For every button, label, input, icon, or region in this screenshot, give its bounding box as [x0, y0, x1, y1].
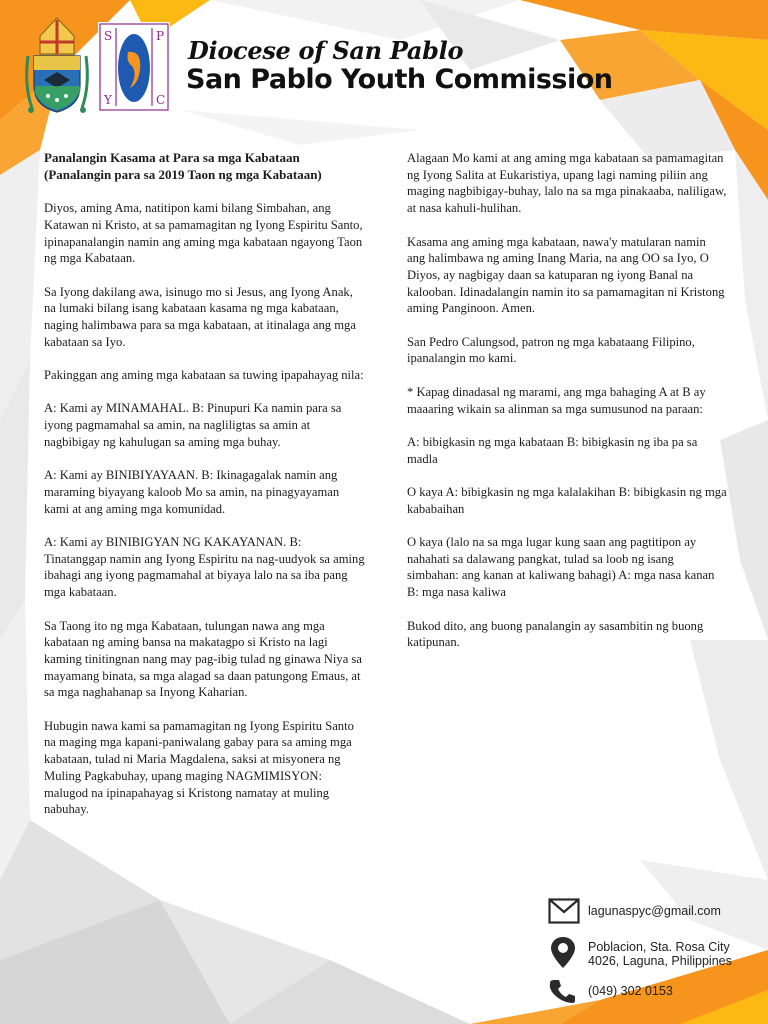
response-block: A: Kami ay BINIBIYAYAAN. B: Ikinagagalak namin ang maraming biyayang kaloob Mo sa amin, na pinagyayaman kami at ang aming mga komunidad. [44, 468, 340, 516]
option-block: O kaya (lalo na sa mga lugar kung saan ang pagtitipon ay nahahati sa dalawang pangkat, tulad sa loob ng isang simbahan: ang kanan at kaliwang bahagi) A: mga nasa kanan B: mga nasa kaliwa [407, 535, 715, 600]
response-block: A: Kami ay BINIBIGYAN NG KAKAYANAN. B: Tinatanggap namin ang Iyong Espiritu na nag-uudyok sa aming ibahagi ang iyong pagmamahal at biyaya lalo na sa iba pang mga kabataan. [44, 535, 365, 600]
response-block: A: Kami ay MINAMAHAL. B: Pinupuri Ka namin para sa iyong pagmamahal sa amin, na nagliligtas sa amin at nagbibigay ng kahulugan sa aming mga buhay. [44, 401, 342, 449]
paragraph: Alagaan Mo kami at ang aming mga kabataan sa pamamagitan ng Iyong Salita at Eukaristiya, upang lagi naming piliin ang maging nagbibigay-buhay, lalo na sa mga pinakaaba, naliligaw, at nasa kahuli-hulihan. [407, 151, 727, 216]
paragraph: Pakinggan ang aming mga kabataan sa tuwing ipapahayag nila: [44, 368, 364, 383]
option-block: A: bibigkasin ng mga kabataan B: bibigkasin ng iba pa sa madla [407, 434, 698, 466]
logo-letter-c: C [156, 93, 166, 107]
phone-icon [548, 978, 576, 1004]
phone-text[interactable]: (049) 302 0153 [588, 984, 673, 998]
diocese-name: Diocese of San Pablo [188, 36, 464, 65]
prayer-column-left [44, 150, 366, 835]
paragraph: Hubugin nawa kami sa pamamagitan ng Iyong Espiritu Santo na maging mga kapani-paniwalang gabay para sa aming mga kabataan, tulad ni Maria Magdalena, saksi at misyonera ng Muling Pagkabuhay, upang maging NAGMIMISYON: malugod na ipinapahayag si Kristong namatay at muling nabuhay. [44, 718, 354, 817]
note: * Kapag dinadasal ng marami, ang mga bahaging A at B ay maaaring wikain sa alinman sa mga sumusunod na paraan: [407, 384, 706, 416]
prayer-column-right [407, 150, 727, 668]
paragraph: Kasama ang aming mga kabataan, nawa'y matularan namin ang halimbawa ng aming Inang Maria, na ang OO sa Iyo, O Diyos, ay nagbigay daan sa katuparan ng iyong Banal na kalooban. Idinadalangin namin ito sa pamamagitan ni Kristong aming Panginoon. Amen. [407, 234, 725, 316]
spyc-logo [98, 22, 170, 112]
logo-letter-y: Y [104, 93, 112, 107]
prayer-title: Panalangin Kasama at Para sa mga Kabataan (Panalangin para sa 2019 Taon ng mga Kabataan) [44, 150, 322, 182]
paragraph: Diyos, aming Ama, natitipon kami bilang Simbahan, ang Katawan ni Kristo, at sa pamamagitan ng Iyong Espiritu Santo, ipinapanalangin namin ang aming mga kabataan ngayong Taon ng mga Kabataan. [44, 201, 363, 266]
crest-icon [22, 16, 92, 114]
email-text[interactable]: lagunaspyc@gmail.com [588, 904, 721, 918]
paragraph: Sa Taong ito ng mga Kabataan, tulungan nawa ang mga kabataan ng aming bansa na makatagpo si Kristo na lagi kaming tinitingnan nang may pag-ibig tulad ng ginawa Niya sa mayamang binata, sa mga alagad sa daan patungong Emaus, at sa mga naghahanap sa Inyong Kaharian. [44, 618, 362, 700]
email-icon [548, 898, 580, 924]
logo-letter-s: S [104, 29, 113, 43]
paragraph: Sa Iyong dakilang awa, isinugo mo si Jesus, ang Iyong Anak, na lumaki bilang isang kabataan kasama ng mga kabataan, naging halimbawa para sa mga kabataan, at itinalaga ang mga kabataan sa Iyo. [44, 284, 356, 349]
option-block: O kaya A: bibigkasin ng mga kalalakihan B: bibigkasin ng mga kababaihan [407, 484, 727, 516]
logo-letter-p: P [156, 29, 165, 43]
address-line-1: Poblacion, Sta. Rosa City [588, 940, 730, 954]
paragraph: Bukod dito, ang buong panalangin ay sasambitin ng buong katipunan. [407, 618, 704, 650]
paragraph: San Pedro Calungsod, patron ng mga kabataang Filipino, ipanalangin mo kami. [407, 334, 695, 366]
address-line-2: 4026, Laguna, Philippines [588, 954, 732, 968]
commission-name: San Pablo Youth Commission [186, 64, 613, 95]
letterhead [0, 0, 768, 130]
location-pin-icon [548, 936, 578, 970]
